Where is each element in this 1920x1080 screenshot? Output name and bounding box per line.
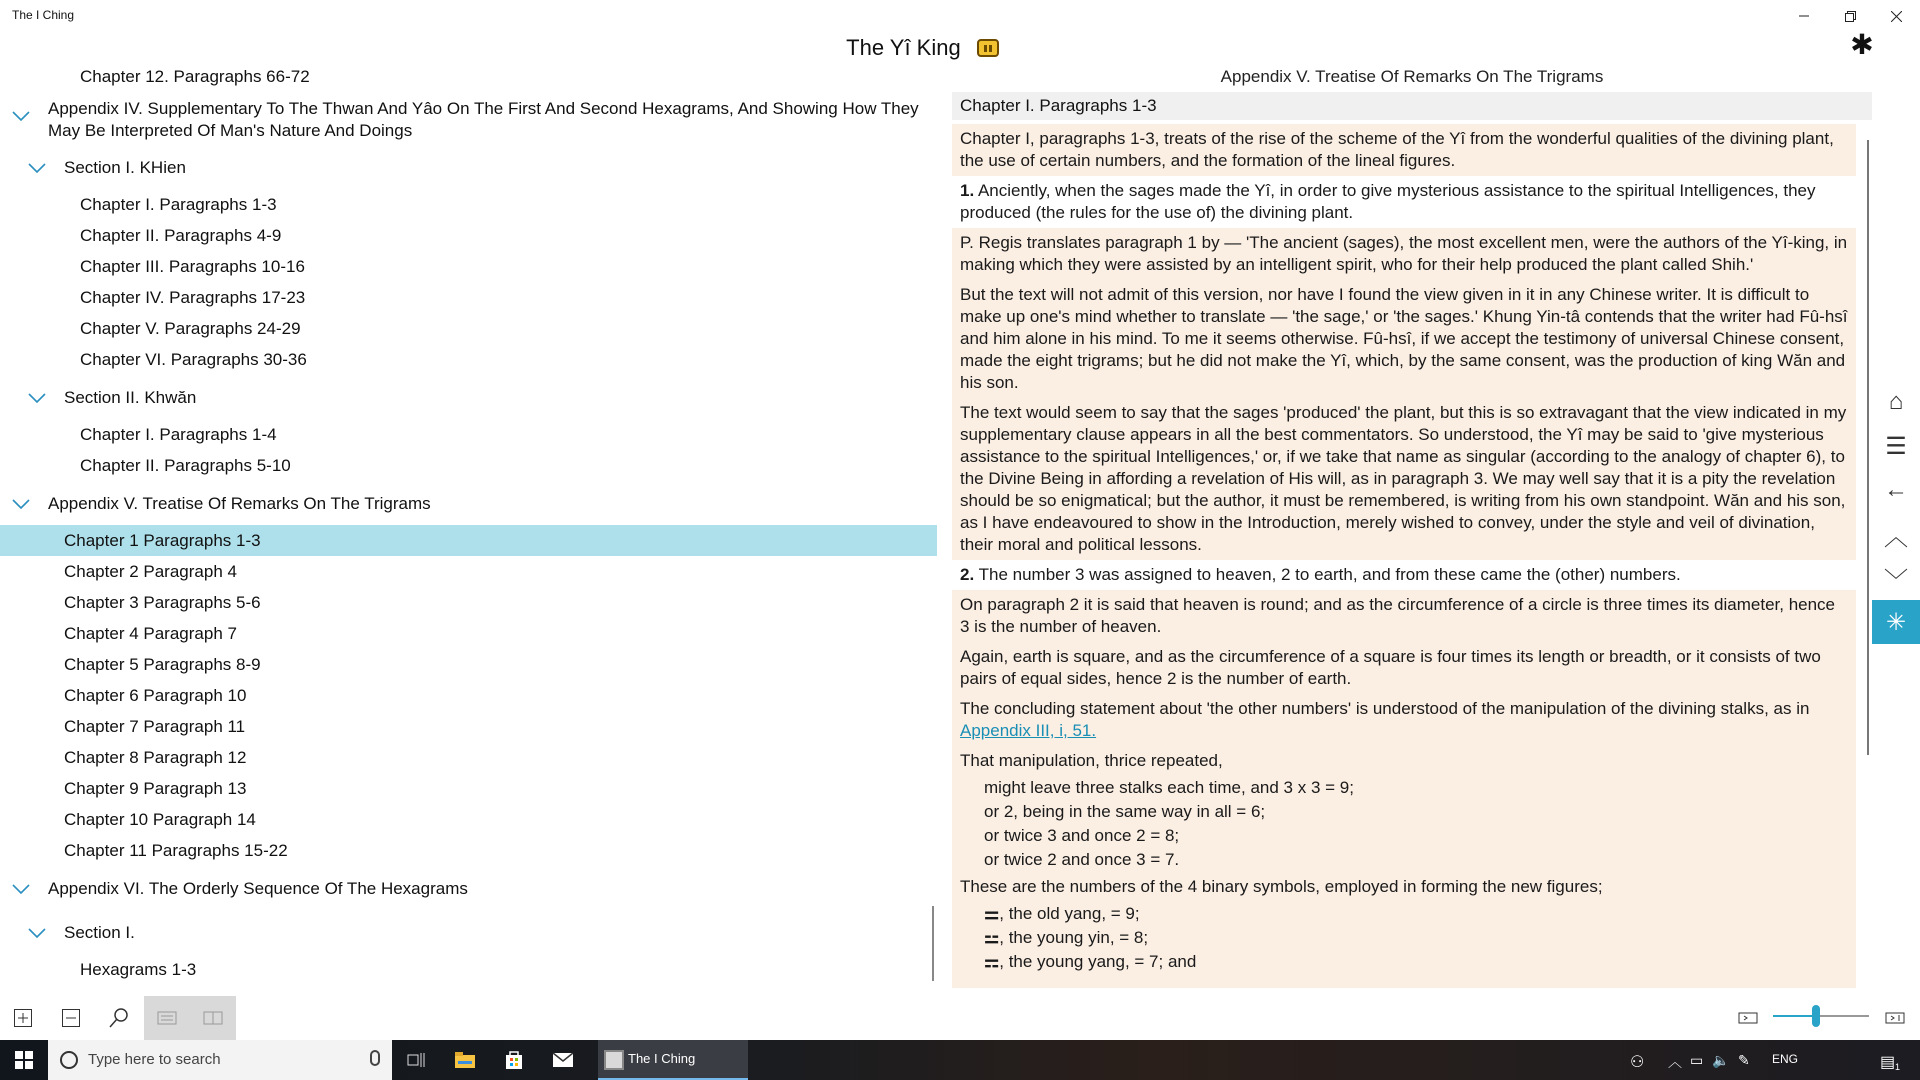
tree-item-label: Appendix VI. The Orderly Sequence Of The Hexagrams xyxy=(48,879,468,898)
text-paragraph xyxy=(952,560,1856,590)
pen-icon[interactable]: ✎ xyxy=(1738,1052,1750,1068)
tree-item[interactable] xyxy=(0,716,937,738)
trigram-symbol: ⚌ xyxy=(984,904,1000,923)
close-button[interactable] xyxy=(1873,0,1919,32)
asterisk-button[interactable] xyxy=(1872,600,1920,644)
tree-item[interactable] xyxy=(0,878,937,900)
tree-item[interactable] xyxy=(0,225,937,247)
iching-app-icon xyxy=(604,1050,624,1070)
reader-scrollbar[interactable] xyxy=(1867,140,1869,755)
tree-item-label: Chapter V. Paragraphs 24-29 xyxy=(80,319,301,338)
menu-button[interactable] xyxy=(1872,424,1920,468)
tree-item-label: Section II. Khwăn xyxy=(64,388,197,407)
paragraph-text: Anciently, when the sages made the Yî, in order to give mysterious assistance to the spiritual Intelligences, they produced (the rules for the use of) the divining plant. xyxy=(960,181,1816,222)
collapse-all-icon xyxy=(61,1008,81,1028)
list-item: might leave three stalks each time, and 3 x 3 = 9; xyxy=(984,778,1354,797)
commentary-paragraph: The text would seem to say that the sages 'produced' the plant, but this is so extravagant that the view indicated in my supplementary clause appears in all the best commentators. So understood, the Yî may be said to 'give mysterious assistance to the spiritual Intelligences,' or, if we take that name as singular (according to the analogy of chapter 6), to the Divine Being in affording a revelation of His will, as in paragraph 3. We may well say that it is a pity the revelation should be so enigmatical; but the author, it must be remembered, is writing from his own standpoint. Wăn and his son, as I have endeavoured to show in the Introduction, merely wished to convey, under the style and veil of divination, their moral and political lessons. xyxy=(960,403,1847,554)
list-item-text: , the young yang, = 7; and xyxy=(999,952,1197,971)
text-paragraph xyxy=(952,176,1856,228)
tree-scrollbar[interactable] xyxy=(932,906,934,981)
tree-item[interactable] xyxy=(0,654,937,676)
asterisk-icon: ✳ xyxy=(1885,608,1907,636)
tree-item-label: Chapter 9 Paragraph 13 xyxy=(64,779,247,798)
expand-all-button[interactable] xyxy=(0,996,46,1040)
tree-item-label: Chapter II. Paragraphs 4-9 xyxy=(80,226,282,245)
zoom-out-icon xyxy=(1738,1011,1758,1025)
tree-item-label: Chapter 3 Paragraphs 5-6 xyxy=(64,593,261,612)
windows-taskbar xyxy=(0,1040,1920,1080)
tree-item[interactable] xyxy=(0,685,937,707)
tree-item[interactable] xyxy=(0,592,937,614)
tree-item-label: Chapter IV. Paragraphs 17-23 xyxy=(80,288,306,307)
tree-item[interactable] xyxy=(0,455,937,477)
volume-icon[interactable]: 🔈 xyxy=(1712,1052,1730,1068)
list-item-text: , the young yin, = 8; xyxy=(999,928,1149,947)
list-item: or twice 3 and once 2 = 8; xyxy=(984,826,1180,845)
tree-item-label: Chapter 11 Paragraphs 15-22 xyxy=(64,841,288,860)
minimize-icon xyxy=(1799,11,1809,21)
tree-item-label: Chapter 10 Paragraph 14 xyxy=(64,810,256,829)
taskbar-app-iching[interactable] xyxy=(598,1040,748,1080)
search-button[interactable] xyxy=(96,996,142,1040)
people-icon[interactable]: ⚇ xyxy=(1630,1054,1645,1071)
tree-item-label: Chapter 6 Paragraph 10 xyxy=(64,686,247,705)
zoom-in-button[interactable] xyxy=(1872,996,1918,1040)
book-title: The Yî King xyxy=(846,35,961,61)
notification-count: 1 xyxy=(1895,1062,1901,1072)
restore-button[interactable] xyxy=(1827,0,1873,32)
tree-item[interactable] xyxy=(0,493,937,515)
tree-item-label: Chapter 8 Paragraph 12 xyxy=(64,748,247,767)
tree-item-label: Chapter 7 Paragraph 11 xyxy=(64,717,246,736)
app-header xyxy=(0,34,1845,61)
minimize-button[interactable] xyxy=(1781,0,1827,32)
paragraph-text: The number 3 was assigned to heaven, 2 to earth, and from these came the (other) numbers. xyxy=(974,565,1681,584)
tree-item-label: Chapter 1 Paragraphs 1-3 xyxy=(64,531,261,550)
asterisk-icon[interactable]: ✱ xyxy=(1850,29,1874,60)
tree-item-label: Chapter 12. Paragraphs 66-72 xyxy=(80,67,310,86)
windows-logo-icon xyxy=(15,1051,33,1069)
menu-icon: ☰ xyxy=(1885,432,1907,460)
down-button[interactable] xyxy=(1872,556,1920,600)
face-icon[interactable] xyxy=(977,39,999,57)
tree-item[interactable] xyxy=(0,959,937,981)
tree-item[interactable] xyxy=(0,98,937,142)
tree-item-label: Chapter 2 Paragraph 4 xyxy=(64,562,237,581)
store-bag-icon xyxy=(504,1050,524,1070)
keyboard-icon xyxy=(157,1011,177,1025)
trigram-symbol: ⚎ xyxy=(984,952,1000,971)
up-button[interactable] xyxy=(1872,512,1920,556)
reader-chapter-title: Chapter I. Paragraphs 1-3 xyxy=(952,92,1872,120)
mail-icon xyxy=(552,1052,574,1068)
commentary-paragraph: Again, earth is square, and as the circumference of a square is four times its length or breadth, or it consists of two pairs of equal sides, hence 2 is the number of earth. xyxy=(960,647,1821,688)
language-indicator[interactable]: ENG xyxy=(1772,1052,1799,1066)
contents-tree xyxy=(0,63,937,988)
tree-item[interactable] xyxy=(0,387,937,409)
tree-item[interactable] xyxy=(0,809,937,831)
tree-item[interactable] xyxy=(0,840,937,862)
tree-item-label: Chapter 4 Paragraph 7 xyxy=(64,624,237,643)
tree-item-label: Chapter III. Paragraphs 10-16 xyxy=(80,257,305,276)
trigram-symbol: ⚍ xyxy=(984,928,1000,947)
tree-item[interactable] xyxy=(0,424,937,446)
commentary-paragraph: P. Regis translates paragraph 1 by — 'The ancient (sages), the most excellent men, were the authors of the Yî-king, in making which they were assisted by an intelligent spirit, who for their help produced the plant called Shih.' xyxy=(960,233,1848,274)
tree-item[interactable] xyxy=(0,66,937,88)
list-item xyxy=(952,950,1856,974)
start-button[interactable] xyxy=(0,1040,48,1080)
tree-item-label: Chapter I. Paragraphs 1-3 xyxy=(80,195,277,214)
tree-item[interactable] xyxy=(0,778,937,800)
tree-item[interactable] xyxy=(0,157,937,179)
tree-item-label: Chapter 5 Paragraphs 8-9 xyxy=(64,655,261,674)
taskbar-app-label: The I Ching xyxy=(628,1051,696,1066)
tree-item[interactable] xyxy=(0,194,937,216)
commentary-paragraph: On paragraph 2 it is said that heaven is round; and as the circumference of a circle is three times its diameter, hence 3 is the number of heaven. xyxy=(960,595,1836,636)
paragraph-number: 2. xyxy=(960,565,975,584)
tree-item[interactable] xyxy=(0,318,937,340)
restore-icon xyxy=(1845,11,1856,22)
collapse-all-button[interactable] xyxy=(48,996,94,1040)
tree-item[interactable] xyxy=(0,349,937,371)
tree-item[interactable] xyxy=(0,922,937,944)
appendix-link[interactable]: Appendix III, i, 51. xyxy=(960,721,1097,740)
search-placeholder: Type here to search xyxy=(88,1051,221,1068)
back-button[interactable] xyxy=(1872,468,1920,512)
tree-item-label: Chapter VI. Paragraphs 30-36 xyxy=(80,350,307,369)
search-icon xyxy=(108,1007,130,1029)
commentary-paragraph: But the text will not admit of this version, nor have I found the view given in it in any Chinese writer. It is difficult to make up one's mind whether to translate — 'the sage,' or 'the sages.' Khung Yin-tâ contends that the writer had Fû-hsî and him alone in his mind. To me it seems otherwise. Fû-hsî, if we accept the testimony of universal Chinese consent, made the eight trigrams; but he did not make the Yî, which, by the same consent, was the production of king Wăn and his son. xyxy=(960,285,1848,392)
commentary-paragraph: These are the numbers of the 4 binary symbols, employed in forming the new figures; xyxy=(960,877,1603,896)
folder-icon xyxy=(454,1051,476,1069)
zoom-in-icon xyxy=(1885,1011,1905,1025)
paragraph-number: 1. xyxy=(960,181,975,200)
window-title: The I Ching xyxy=(12,8,75,22)
home-button[interactable] xyxy=(1872,380,1920,424)
tree-item[interactable] xyxy=(0,256,937,278)
microphone-icon[interactable] xyxy=(370,1050,380,1066)
reader-pane xyxy=(952,60,1872,988)
tree-item[interactable] xyxy=(0,747,937,769)
tree-item-label: Appendix IV. Supplementary To The Thwan And Yâo On The First And Second Hexagrams, And Showing How They xyxy=(48,99,919,118)
expand-all-icon xyxy=(13,1008,33,1028)
tree-item-label: Hexagrams 1-3 xyxy=(80,960,197,979)
book-icon xyxy=(203,1011,223,1025)
zoom-out-button[interactable] xyxy=(1725,996,1771,1040)
tree-item-label: Appendix V. Treatise Of Remarks On The Trigrams xyxy=(48,494,431,513)
window-title-bar xyxy=(0,0,1920,32)
tree-item-selected[interactable] xyxy=(0,525,937,556)
list-item xyxy=(952,926,1856,950)
tree-item-label: Chapter I. Paragraphs 1-4 xyxy=(80,425,277,444)
zoom-slider-fill xyxy=(1773,1015,1816,1017)
zoom-slider-thumb[interactable] xyxy=(1812,1005,1820,1027)
store-button[interactable] xyxy=(490,1040,538,1080)
tree-item-label: Section I. KHien xyxy=(64,158,186,177)
reader-heading: Appendix V. Treatise Of Remarks On The Trigrams xyxy=(1220,67,1604,86)
list-item: or twice 2 and once 3 = 7. xyxy=(984,850,1180,869)
mail-button[interactable] xyxy=(539,1040,587,1080)
file-explorer-button[interactable] xyxy=(441,1040,489,1080)
cortana-icon xyxy=(60,1051,78,1069)
list-item-text: , the old yang, = 9; xyxy=(999,904,1140,923)
list-item: or 2, being in the same way in all = 6; xyxy=(984,802,1266,821)
close-icon xyxy=(1891,11,1902,22)
paragraph-text: The concluding statement about 'the other numbers' is understood of the manipulation of the divining stalks, as in xyxy=(960,699,1810,718)
task-view-button[interactable] xyxy=(392,1040,440,1080)
commentary-paragraph: That manipulation, thrice repeated, xyxy=(960,751,1223,770)
taskbar-search-box[interactable] xyxy=(48,1040,392,1080)
down-icon: ﹀ xyxy=(1884,567,1908,595)
commentary-paragraph: Chapter I, paragraphs 1-3, treats of the rise of the scheme of the Yî from the wonderful qualities of the divining plant, the use of certain numbers, and the formation of the lineal figures. xyxy=(960,129,1834,170)
commentary-paragraph xyxy=(952,694,1856,746)
tree-item[interactable] xyxy=(0,623,937,645)
task-view-icon xyxy=(407,1052,425,1068)
list-item xyxy=(952,902,1856,926)
back-icon: ← xyxy=(1884,476,1908,503)
chevron-up-icon[interactable]: ︿ xyxy=(1668,1054,1682,1070)
network-icon[interactable]: ▭ xyxy=(1690,1052,1704,1068)
tree-item[interactable] xyxy=(0,561,937,583)
home-icon: ⌂ xyxy=(1888,388,1904,415)
bottom-toolbar xyxy=(0,996,1920,1040)
tree-item-label: Section I. xyxy=(64,923,135,942)
tree-item-label-cont: May Be Interpreted Of Man's Nature And Doings xyxy=(48,121,413,140)
reader-content xyxy=(952,124,1856,988)
book-button[interactable] xyxy=(190,996,236,1040)
keyboard-button[interactable] xyxy=(144,996,190,1040)
tree-item[interactable] xyxy=(0,287,937,309)
tree-item-label: Chapter II. Paragraphs 5-10 xyxy=(80,456,291,475)
action-center-icon[interactable]: ▤ xyxy=(1880,1054,1896,1071)
up-icon: ︿ xyxy=(1884,523,1908,551)
